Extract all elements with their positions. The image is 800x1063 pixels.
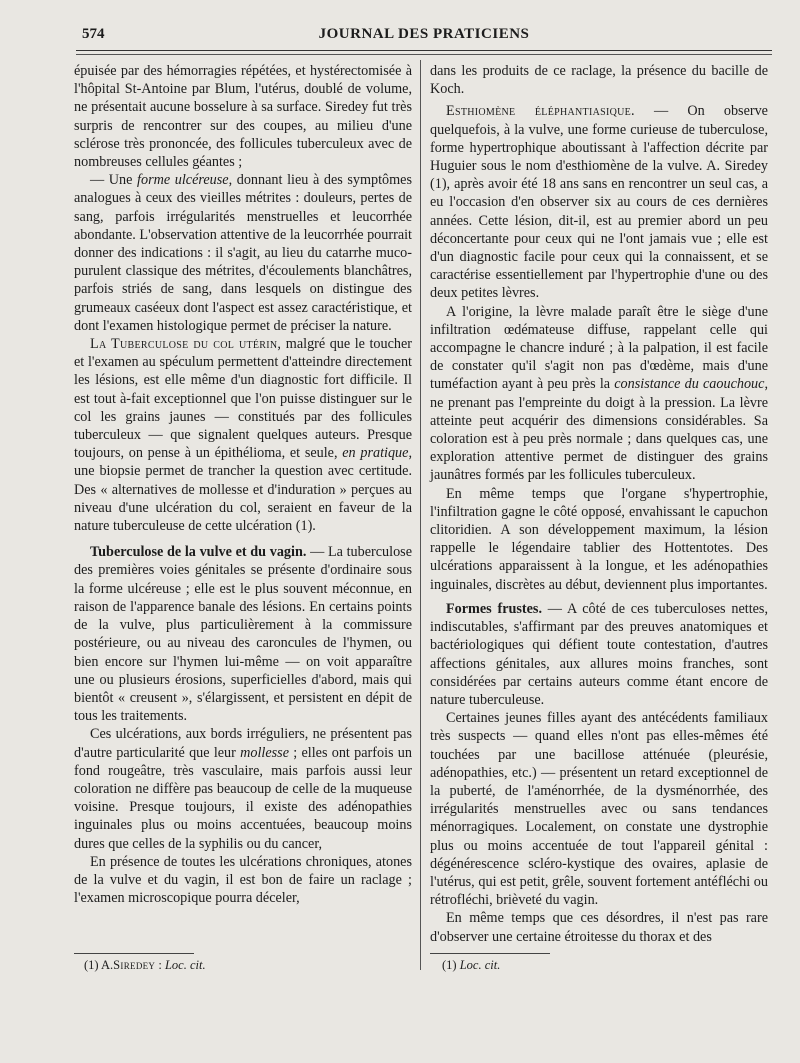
paragraph: En même temps que l'organe s'hypertrophie, l'infiltration gagne le côté opposé, envahissant le capuchon clitoridien. A son développement maximum, la lésion rappelle le légendaire tablier des Hottentotes. Des ulcérations apparaissent à la longue, et les adénopathies inguinales, discrètes au début, deviennent plus importantes. — [430, 485, 768, 593]
text-run: — On observe quelquefois, à la vulve, une forme curieuse de tuberculose, forme hypertrophique aboutissant à l'affection décrite par Huguier sous le nom d'esthiomène de la vulve. A. Siredey (1), après avoir été 18 ans sans en rencontrer un seul cas, a eu l'occasion d'en observer six au cours de ces dernières années. Cette lésion, dit-il, est au premier abord un peu déconcertante pour ceux qui ne l'ont jamais vue ; elle est d'un diagnostic facile pour ceux qui la connaissent, et se caractérise essentiellement par l'hypertrophie d'une ou des deux petites lèvres. — [430, 103, 768, 302]
paragraph — [74, 335, 412, 535]
paragraph: En présence de toutes les ulcérations chroniques, atones de la vulve et du vagin, il est bon de faire un raclage ; l'examen microscopique pourra déceler, — [74, 853, 412, 907]
footnote — [84, 958, 206, 973]
section-heading: Tuberculose de la vulve et du vagin. — [90, 544, 307, 561]
text-run: malgré que le toucher et l'examen au spéculum permettent d'atteindre directement les lésions, est elle même d'un diagnostic fort difficile. Il est tout à-fait exceptionnel que l'on puisse distinguer sur le col les grains jaunes — constitués par des follicules tuberculeux — que signalent quelques auteurs. Presque toujours, on pense à un épithélioma, et seule, — [74, 336, 412, 462]
paragraph — [430, 600, 768, 709]
text-run: — Une — [90, 172, 138, 189]
paragraph: Certaines jeunes filles ayant des antécédents familiaux très suspects — quand elles n'ont pas elles-mêmes été touchées par une bacillose atténuée (pleurésie, adénopathies, etc.) — présentent un retard exceptionnel de la puberté, de l'aménorrhée, de la dysménorrhée, des irrégularités menstruelles avec ou sans tendances ménorragiques. Localement, on constate une dystrophie plus ou moins accentuée de tout l'appareil génital : dégénérescence scléro-kystique des ovaires, aplasie de l'utérus, qui est petit, grêle, souvent fortement antéfléchi ou rétrofléchi, brièveté du vagin. — [430, 710, 768, 909]
text-run: — A côté de ces tuberculoses nettes, indiscutables, s'affirmant par des preuves anatomiques et bactériologiques qui défient toute contestation, d'autres affections génitales, aux allures moins franches, sont considérées par certains auteurs comme étant encore de nature tuberculeuse. — [430, 600, 768, 708]
footnote-rule — [74, 953, 194, 954]
footnote-number: (1) A. — [84, 958, 114, 972]
paragraph: En même temps que ces désordres, il n'est pas rare d'observer une certaine étroitesse du thorax et des — [430, 910, 768, 945]
text-run: , une biopsie permet de trancher la question avec certitude. Des « alternatives de mollesse et d'induration » perçues au niveau d'une ulcération du col, seraient en faveur de la nature tuberculeuse de cette ulcération (1). — [74, 445, 412, 535]
right-column — [430, 62, 768, 946]
column-divider — [420, 60, 421, 970]
paragraph: épuisée par des hémorragies répétées, et hystérectomisée à l'hôpital St-Antoine par Blum, l'utérus, doublé de volume, ne présentait aucune bosselure à sa surface. Siredey fut très surpris de rencontrer sur des coupes, au milieu d'une sclérose très prononcée, des follicules tuberculeux avec de nombreuses cellules géantes ; — [74, 63, 412, 171]
text-run: : — [155, 958, 165, 972]
paragraph: dans les produits de ce raclage, la présence du bacille de Koch. — [430, 63, 768, 98]
section-heading: Esthiomène éléphantiasique. — [446, 103, 635, 120]
footnote — [442, 958, 500, 973]
text-run: , ne prenant pas l'empreinte du doigt à la pression. La lèvre atteinte peut acquérir des dimensions considérables. Sa coloration est à peu près normale ; dans quelques cas, une exploration attentive permet de distinguer des grains jaunâtres formés par les follicules tuberculeux. — [430, 376, 768, 484]
paragraph — [74, 725, 412, 852]
text-run: , donnant lieu à des symptômes analogues à ceux des vieilles métrites : douleurs, pertes de sang, parfois irrégularités menstruelles et leucorrhée abondante. L'observation attentive de la leucorrhée pourrait donner des indications : il s'agit, au lieu du catarrhe muco-purulent classique des métrites, d'écoulements blanchâtres, parfois striés de sang, dans lesquels on distingue des grumeaux caséeux dont l'aspect est assez caractéristique, et dont l'examen histologique permet de préciser la nature. — [74, 172, 413, 334]
paragraph — [74, 171, 412, 335]
footnote-author: Siredey — [113, 958, 156, 972]
text-run: ; elles ont parfois un fond rougeâtre, très vasculaire, mais parfois aussi leur coloration ne diffère pas beaucoup de celle de la muqueuse voisine. Presque toujours, il existe des adénopathies inguinales plus ou moins accentuées, beaucoup moins dures que celles de la syphilis ou du cancer, — [74, 744, 412, 852]
text-run: A l'origine, la lèvre malade paraît être le siège d'une infiltration œdémateuse diffuse, rappelant celle qui accompagne le chancre induré ; à la palpation, il est facile de constater qu'il s'agit non pas d'œdème, mais d'une tuméfaction ayant à peu près la — [430, 303, 768, 393]
page-header — [76, 26, 772, 48]
journal-title: JOURNAL DES PRATICIENS — [318, 26, 530, 42]
text-run-italic: en pratique — [342, 445, 409, 462]
section-heading: Formes frustes. — [446, 600, 542, 617]
left-column — [74, 62, 412, 907]
text-run-italic: consistance du caouchouc — [614, 376, 765, 393]
text-run-italic: forme ulcéreuse — [137, 172, 229, 189]
footnote-number: (1) — [442, 958, 460, 972]
text-run: Ces ulcérations, aux bords irréguliers, ne présentent pas d'autre particularité que leur — [74, 726, 412, 761]
paragraph — [430, 303, 768, 485]
header-rule — [76, 50, 772, 51]
footnote-citation: Loc. cit. — [164, 958, 206, 972]
header-rule-thin — [76, 54, 772, 55]
footnote-citation: Loc. cit. — [459, 958, 501, 972]
paragraph — [74, 543, 412, 725]
footnote-rule — [430, 953, 550, 954]
paragraph — [430, 102, 768, 302]
text-run: — La tuberculose des premières voies génitales se présente d'ordinaire sous la forme ulcéreuse ; elle est le plus souvent méconnue, en raison de l'apparence banale des lésions. En certains points de la vulve, plus particulièrement à la commissure postérieure, ou au niveau des caroncules de l'hymen, ou bien encore sur l'hymen lui-même — on voit apparaître une ou plusieurs érosions, superficielles d'abord, mais qui bientôt « creusent », s'élargissent, et persistent en dépit de tous les traitements. — [74, 544, 412, 725]
text-run-italic: mollesse — [240, 744, 290, 761]
section-heading: La Tuberculose du col utérin, — [90, 336, 282, 353]
page-number: 574 — [82, 26, 105, 42]
